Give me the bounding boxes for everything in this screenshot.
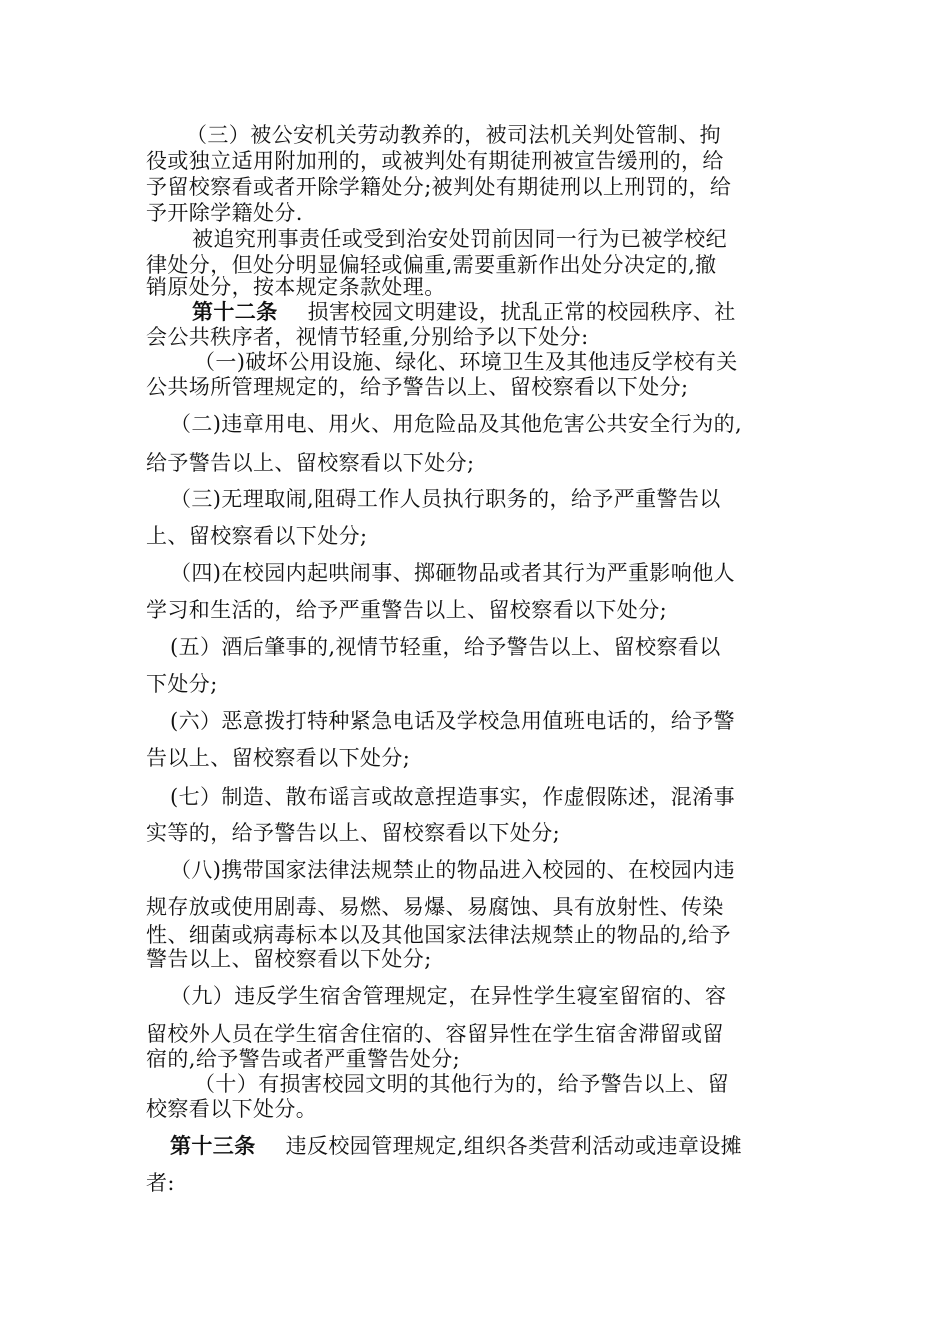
text-line: 学习和生活的，给予严重警告以上、留校察看以下处分; — [146, 598, 668, 622]
article-13-heading: 第十三条 — [170, 1133, 256, 1158]
text-line: （二)违章用电、用火、用危险品及其他危害公共安全行为的, — [170, 412, 743, 436]
text-line: 被追究刑事责任或受到治安处罚前因同一行为已被学校纪 — [192, 227, 727, 251]
article-12-heading: 第十二条 — [192, 299, 278, 324]
text-line: 实等的，给予警告以上、留校察看以下处分; — [146, 821, 561, 845]
text-line: 役或独立适用附加刑的，或被判处有期徒刑被宣告缓刑的，给 — [146, 149, 724, 173]
text-line: 销原处分，按本规定条款处理。 — [146, 275, 446, 299]
text-line: （九）违反学生宿舍管理规定，在异性学生寝室留宿的、容 — [170, 984, 727, 1008]
text-line: 性、细菌或病毒标本以及其他国家法律法规禁止的物品的,给予 — [146, 923, 731, 947]
text-line: 会公共秩序者，视情节轻重,分别给予以下处分: — [146, 325, 589, 349]
text-line: （一)破坏公用设施、绿化、环境卫生及其他违反学校有关 — [194, 350, 738, 374]
text-line: 者: — [146, 1171, 175, 1195]
text-line: (七）制造、散布谣言或故意捏造事实，作虚假陈述，混淆事 — [170, 785, 735, 809]
text-line: 予开除学籍处分. — [146, 201, 303, 225]
text-line: 宿的,给予警告或者严重警告处分; — [146, 1047, 461, 1071]
article-13-text: 违反校园管理规定,组织各类营利活动或违章设摊 — [285, 1134, 743, 1158]
text-line: （四)在校园内起哄闹事、掷砸物品或者其行为严重影响他人 — [170, 561, 735, 585]
text-line: 留校外人员在学生宿舍住宿的、容留异性在学生宿舍滞留或留 — [146, 1022, 724, 1046]
text-line: (五）酒后肇事的,视情节轻重，给予警告以上、留校察看以 — [170, 635, 721, 659]
article-13-line — [170, 1133, 742, 1159]
text-line: 校察看以下处分。 — [146, 1097, 318, 1121]
text-line: 告以上、留校察看以下处分; — [146, 746, 411, 770]
text-line: 规存放或使用剧毒、易燃、易爆、易腐蚀、具有放射性、传染 — [146, 895, 724, 919]
text-line: 警告以上、留校察看以下处分; — [146, 947, 432, 971]
text-line: 上、留校察看以下处分; — [146, 524, 368, 548]
article-12-text: 损害校园文明建设，扰乱正常的校园秩序、社 — [307, 300, 736, 324]
text-line: （三）被公安机关劳动教养的，被司法机关判处管制、拘 — [186, 123, 721, 147]
text-line: 律处分，但处分明显偏轻或偏重,需要重新作出处分决定的,撤 — [146, 253, 717, 277]
text-line: 给予警告以上、留校察看以下处分; — [146, 451, 475, 475]
text-line: 公共场所管理规定的，给予警告以上、留校察看以下处分; — [146, 375, 689, 399]
text-line: （十）有损害校园文明的其他行为的，给予警告以上、留 — [194, 1072, 729, 1096]
text-line: 予留校察看或者开除学籍处分;被判处有期徒刑以上刑罚的，给 — [146, 175, 732, 199]
text-line: (六）恶意拨打特种紧急电话及学校急用值班电话的，给予警 — [170, 709, 735, 733]
article-12-line — [192, 299, 736, 325]
text-line: 下处分; — [146, 672, 218, 696]
text-line: （三)无理取闹,阻碍工作人员执行职务的，给予严重警告以 — [170, 487, 721, 511]
text-line: （八)携带国家法律法规禁止的物品进入校园的、在校园内违 — [170, 858, 735, 882]
